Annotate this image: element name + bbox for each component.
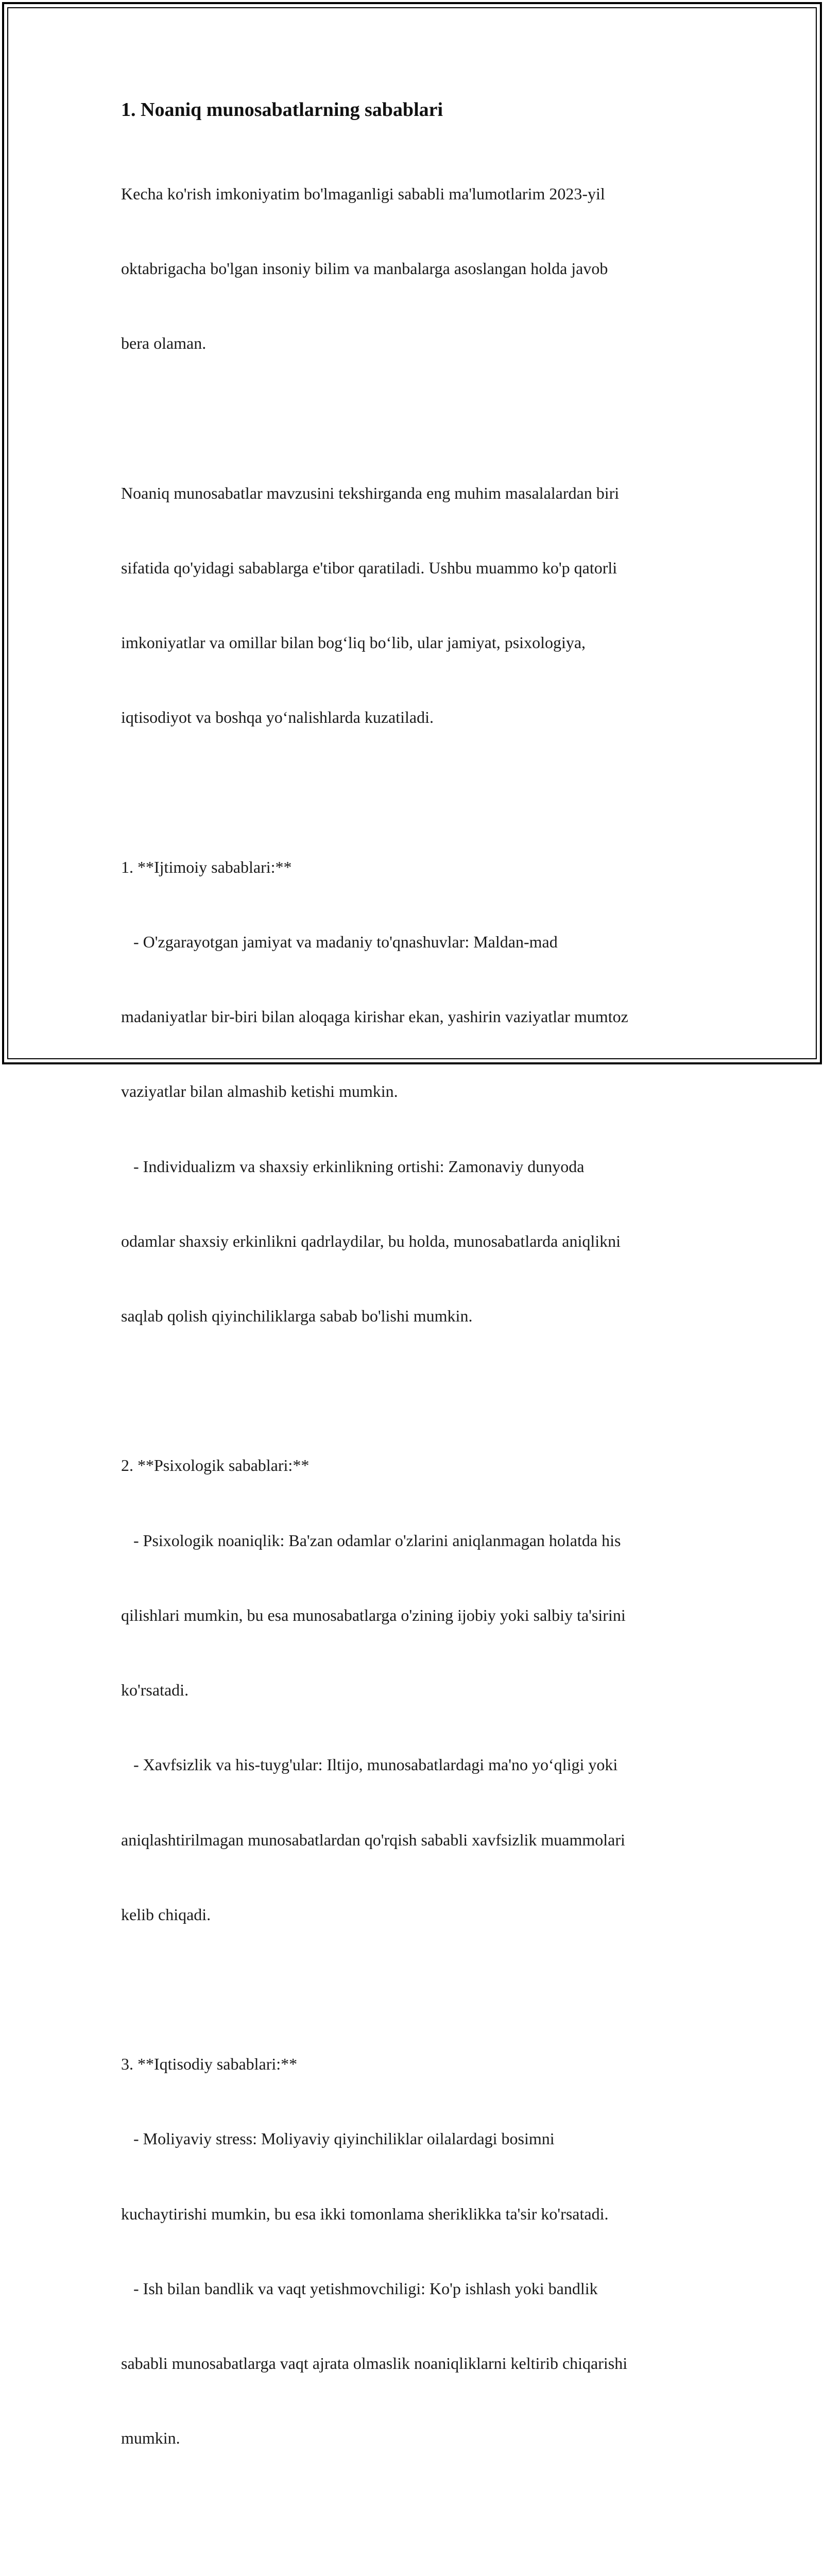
text-line: mumkin. bbox=[121, 2429, 180, 2448]
section-psychological-reasons bbox=[121, 1403, 713, 1977]
text-line: odamlar shaxsiy erkinlikni qadrlaydilar, bu holda, munosabatlarda aniqlikni bbox=[121, 1231, 621, 1250]
text-line: iqtisodiyot va boshqa yo‘nalishlarda kuzatiladi. bbox=[121, 708, 434, 727]
text-line: - Ish bilan bandlik va vaqt yetishmovchiligi: Ko'p ishlash yoki bandlik bbox=[121, 2279, 598, 2298]
section-title: 3. **Iqtisodiy sabablari:** bbox=[121, 2055, 298, 2074]
section-technological-factors bbox=[121, 2526, 713, 2576]
text-line: oktabrigacha bo'lgan insoniy bilim va manbalarga asoslangan holda javob bbox=[121, 259, 608, 278]
paragraph-intro bbox=[121, 131, 713, 405]
text-line: kuchaytirishi mumkin, bu esa ikki tomonlama sheriklikka ta'sir ko'rsatadi. bbox=[121, 2204, 609, 2223]
text-line: imkoniyatlar va omillar bilan bog‘liq bo‘lib, ular jamiyat, psixologiya, bbox=[121, 633, 586, 652]
text-line: - Individualizm va shaxsiy erkinlikning ortishi: Zamonaviy dunyoda bbox=[121, 1157, 585, 1176]
text-line: Noaniq munosabatlar mavzusini tekshirganda eng muhim masalalardan biri bbox=[121, 483, 620, 502]
section-social-reasons bbox=[121, 805, 713, 1378]
text-line: ko'rsatadi. bbox=[121, 1681, 189, 1700]
text-line: - O'zgarayotgan jamiyat va madaniy to'qnashuvlar: Maldan-mad bbox=[121, 932, 558, 951]
text-line: saqlab qolish qiyinchiliklarga sabab bo'lishi mumkin. bbox=[121, 1307, 473, 1326]
text-line: - Moliyaviy stress: Moliyaviy qiyinchiliklar oilalardagi bosimni bbox=[121, 2129, 555, 2148]
document-heading: 1. Noaniq munosabatlarning sabablari bbox=[121, 99, 443, 121]
text-line: Kecha ko'rish imkoniyatim bo'lmaganligi sababli ma'lumotlarim 2023-yil bbox=[121, 184, 605, 203]
text-line: sababli munosabatlarga vaqt ajrata olmaslik noaniqliklarni keltirib chiqarishi bbox=[121, 2354, 628, 2373]
section-economic-reasons bbox=[121, 2002, 713, 2500]
text-line: qilishlari mumkin, bu esa munosabatlarga o'zining ijobiy yoki salbiy ta'sirini bbox=[121, 1605, 626, 1624]
text-line: madaniyatlar bir-biri bilan aloqaga kirishar ekan, yashirin vaziyatlar mumtoz bbox=[121, 1007, 628, 1026]
text-line: kelib chiqadi. bbox=[121, 1905, 211, 1924]
section-title: 1. **Ijtimoiy sabablari:** bbox=[121, 857, 292, 876]
text-line: aniqlashtirilmagan munosabatlardan qo'rqish sababli xavfsizlik muammolari bbox=[121, 1830, 625, 1849]
text-line: - Xavfsizlik va his-tuyg'ular: Iltijo, munosabatlardagi ma'no yo‘qligi yoki bbox=[121, 1755, 618, 1774]
paragraph-overview bbox=[121, 431, 713, 780]
text-line: vaziyatlar bilan almashib ketishi mumkin. bbox=[121, 1082, 398, 1101]
text-line: bera olaman. bbox=[121, 334, 207, 353]
text-line: sifatida qo'yidagi sabablarga e'tibor qaratiladi. Ushbu muammo ko'p qatorli bbox=[121, 558, 617, 577]
text-line: - Psixologik noaniqlik: Ba'zan odamlar o'zlarini aniqlanmagan holatda his bbox=[121, 1531, 621, 1550]
section-title: 2. **Psixologik sabablari:** bbox=[121, 1456, 310, 1475]
document-body bbox=[121, 95, 713, 2576]
